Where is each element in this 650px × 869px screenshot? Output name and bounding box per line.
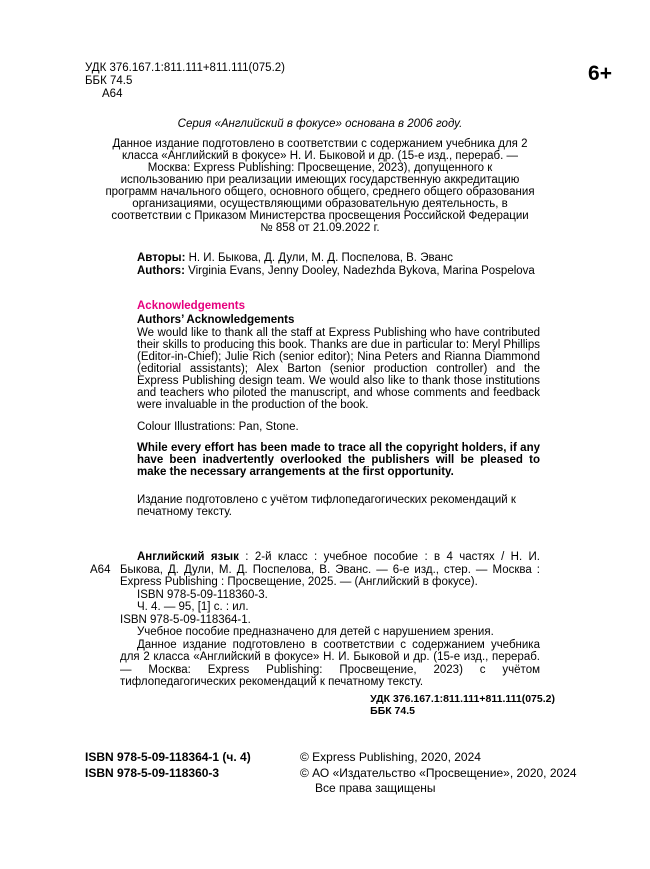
catalog-entry-rest: : 2-й класс : учебное пособие : в 4 частях / Н. И. Быкова, Д. Дули, М. Д. Поспелова, В. Эванс. — 6-е изд., стер. — Москва : Express Publishing : Просвещение, 2025. — (Английский в фокусе). [120, 551, 540, 588]
authors-ru-line [137, 252, 555, 265]
authors-en-label: Authors: [137, 265, 185, 277]
authors-ru-names: Н. И. Быкова, Д. Дули, М. Д. Поспелова, В. Эванс [188, 252, 453, 264]
classification-codes [85, 62, 555, 101]
age-rating-badge: 6+ [588, 62, 612, 85]
catalog-main-entry [120, 551, 540, 589]
copyright-express-publishing: © Express Publishing, 2020, 2024 [300, 750, 481, 764]
catalog-vision-note: Учебное пособие предназначено для детей с нарушением зрения. [137, 626, 494, 638]
authors-en-names: Virginia Evans, Jenny Dooley, Nadezhda Bykova, Marina Pospelova [188, 265, 535, 277]
udk-code-top: УДК 376.167.1:811.111+811.111(075.2) [85, 62, 285, 74]
catalog-isbn-series: ISBN 978-5-09-118360-3. [137, 588, 268, 601]
catalog-author-sign: А64 [90, 564, 111, 576]
authors-block [137, 252, 555, 278]
tiflopedagogical-note: Издание подготовлено с учётом тифлопедагогических рекомендаций к печатному тексту. [137, 494, 516, 518]
catalog-part-line: Ч. 4. — 95, [1] с. : ил. [137, 601, 249, 613]
copyright-prosveshchenie: © АО «Издательство «Просвещение», 2020, 2024 [300, 765, 577, 780]
footer-copyright-block [300, 750, 590, 797]
footer-isbn-part: ISBN 978-5-09-118364-1 (ч. 4) [85, 750, 251, 764]
copyright-effort-note: While every effort has been made to trace all the copyright holders, if any have been inadvertently overlooked the publishers will be pleased to make the necessary arrangements at the first opportunity. [137, 442, 540, 478]
catalog-card [85, 551, 540, 689]
acknowledgements-heading: Acknowledgements [137, 300, 245, 312]
author-sign-code-top: А64 [102, 88, 123, 100]
footer-isbn-series: ISBN 978-5-09-118360-3 [85, 765, 220, 780]
authors-en-line [137, 265, 555, 278]
colour-illustrations-note: Colour Illustrations: Pan, Stone. [137, 421, 299, 433]
authors-ru-label: Авторы: [137, 252, 186, 264]
udk-bbk-bottom-block [85, 693, 555, 717]
catalog-entry [120, 551, 540, 689]
acknowledgements-subheading: Authors’ Acknowledgements [137, 314, 295, 326]
top-codes-row [85, 62, 612, 101]
series-note: Серия «Английский в фокусе» основана в 2006 году. [177, 118, 463, 130]
udk-bbk-bottom-inner [370, 693, 555, 717]
footer-isbn-block [85, 750, 300, 797]
rights-reserved-note: Все права защищены [315, 781, 436, 795]
acknowledgements-section [137, 300, 540, 518]
catalog-edition-note: Данное издание подготовлено в соответствии с содержанием учебника для 2 класса «Английский в фокусе» Н. И. Быковой и др. (15-е изд., перераб. — Москва: Express Publishing: Просвещение, 2023) с учётом тифлопедагогических рекомендаций к печатному тексту. [120, 638, 540, 688]
catalog-title: Английский язык [137, 551, 239, 563]
udk-code-bottom: УДК 376.167.1:811.111+811.111(075.2) [370, 692, 555, 705]
edition-approval-note: Данное издание подготовлено в соответствии с содержанием учебника для 2 класса «Английский в фокусе» Н. И. Быковой и др. (15-е изд., перераб. — Москва: Express Publishing: Просвещение, 2023), допущенного к использованию при реализации имеющих государственную аккредитацию программ начального общего, основного общего, среднего общего образования организациями, осуществляющими образовательную деятельность, в соответствии с Приказом Министерства просвещения Российской Федерации № 858 от 21.09.2022 г. [105, 138, 535, 234]
catalog-isbn-part: ISBN 978-5-09-118364-1. [120, 613, 251, 626]
bbk-code-bottom: ББК 74.5 [370, 704, 415, 717]
bbk-code-top: ББК 74.5 [85, 75, 133, 87]
imprint-footer [85, 750, 590, 797]
acknowledgements-body: We would like to thank all the staff at Express Publishing who have contributed their skills to producing this book. Thanks are due in particular to: Meryl Phillips (Editor-in-Chief); Julie Rich (senior editor); Nina Peters and Rianna Diammond (editorial assistants); Alex Barton (senior production controller) and the Express Publishing design team. We would also like to thank those institutions and teachers who piloted the manuscript, and whose comments and feedback were invaluable in the production of the book. [137, 327, 540, 411]
